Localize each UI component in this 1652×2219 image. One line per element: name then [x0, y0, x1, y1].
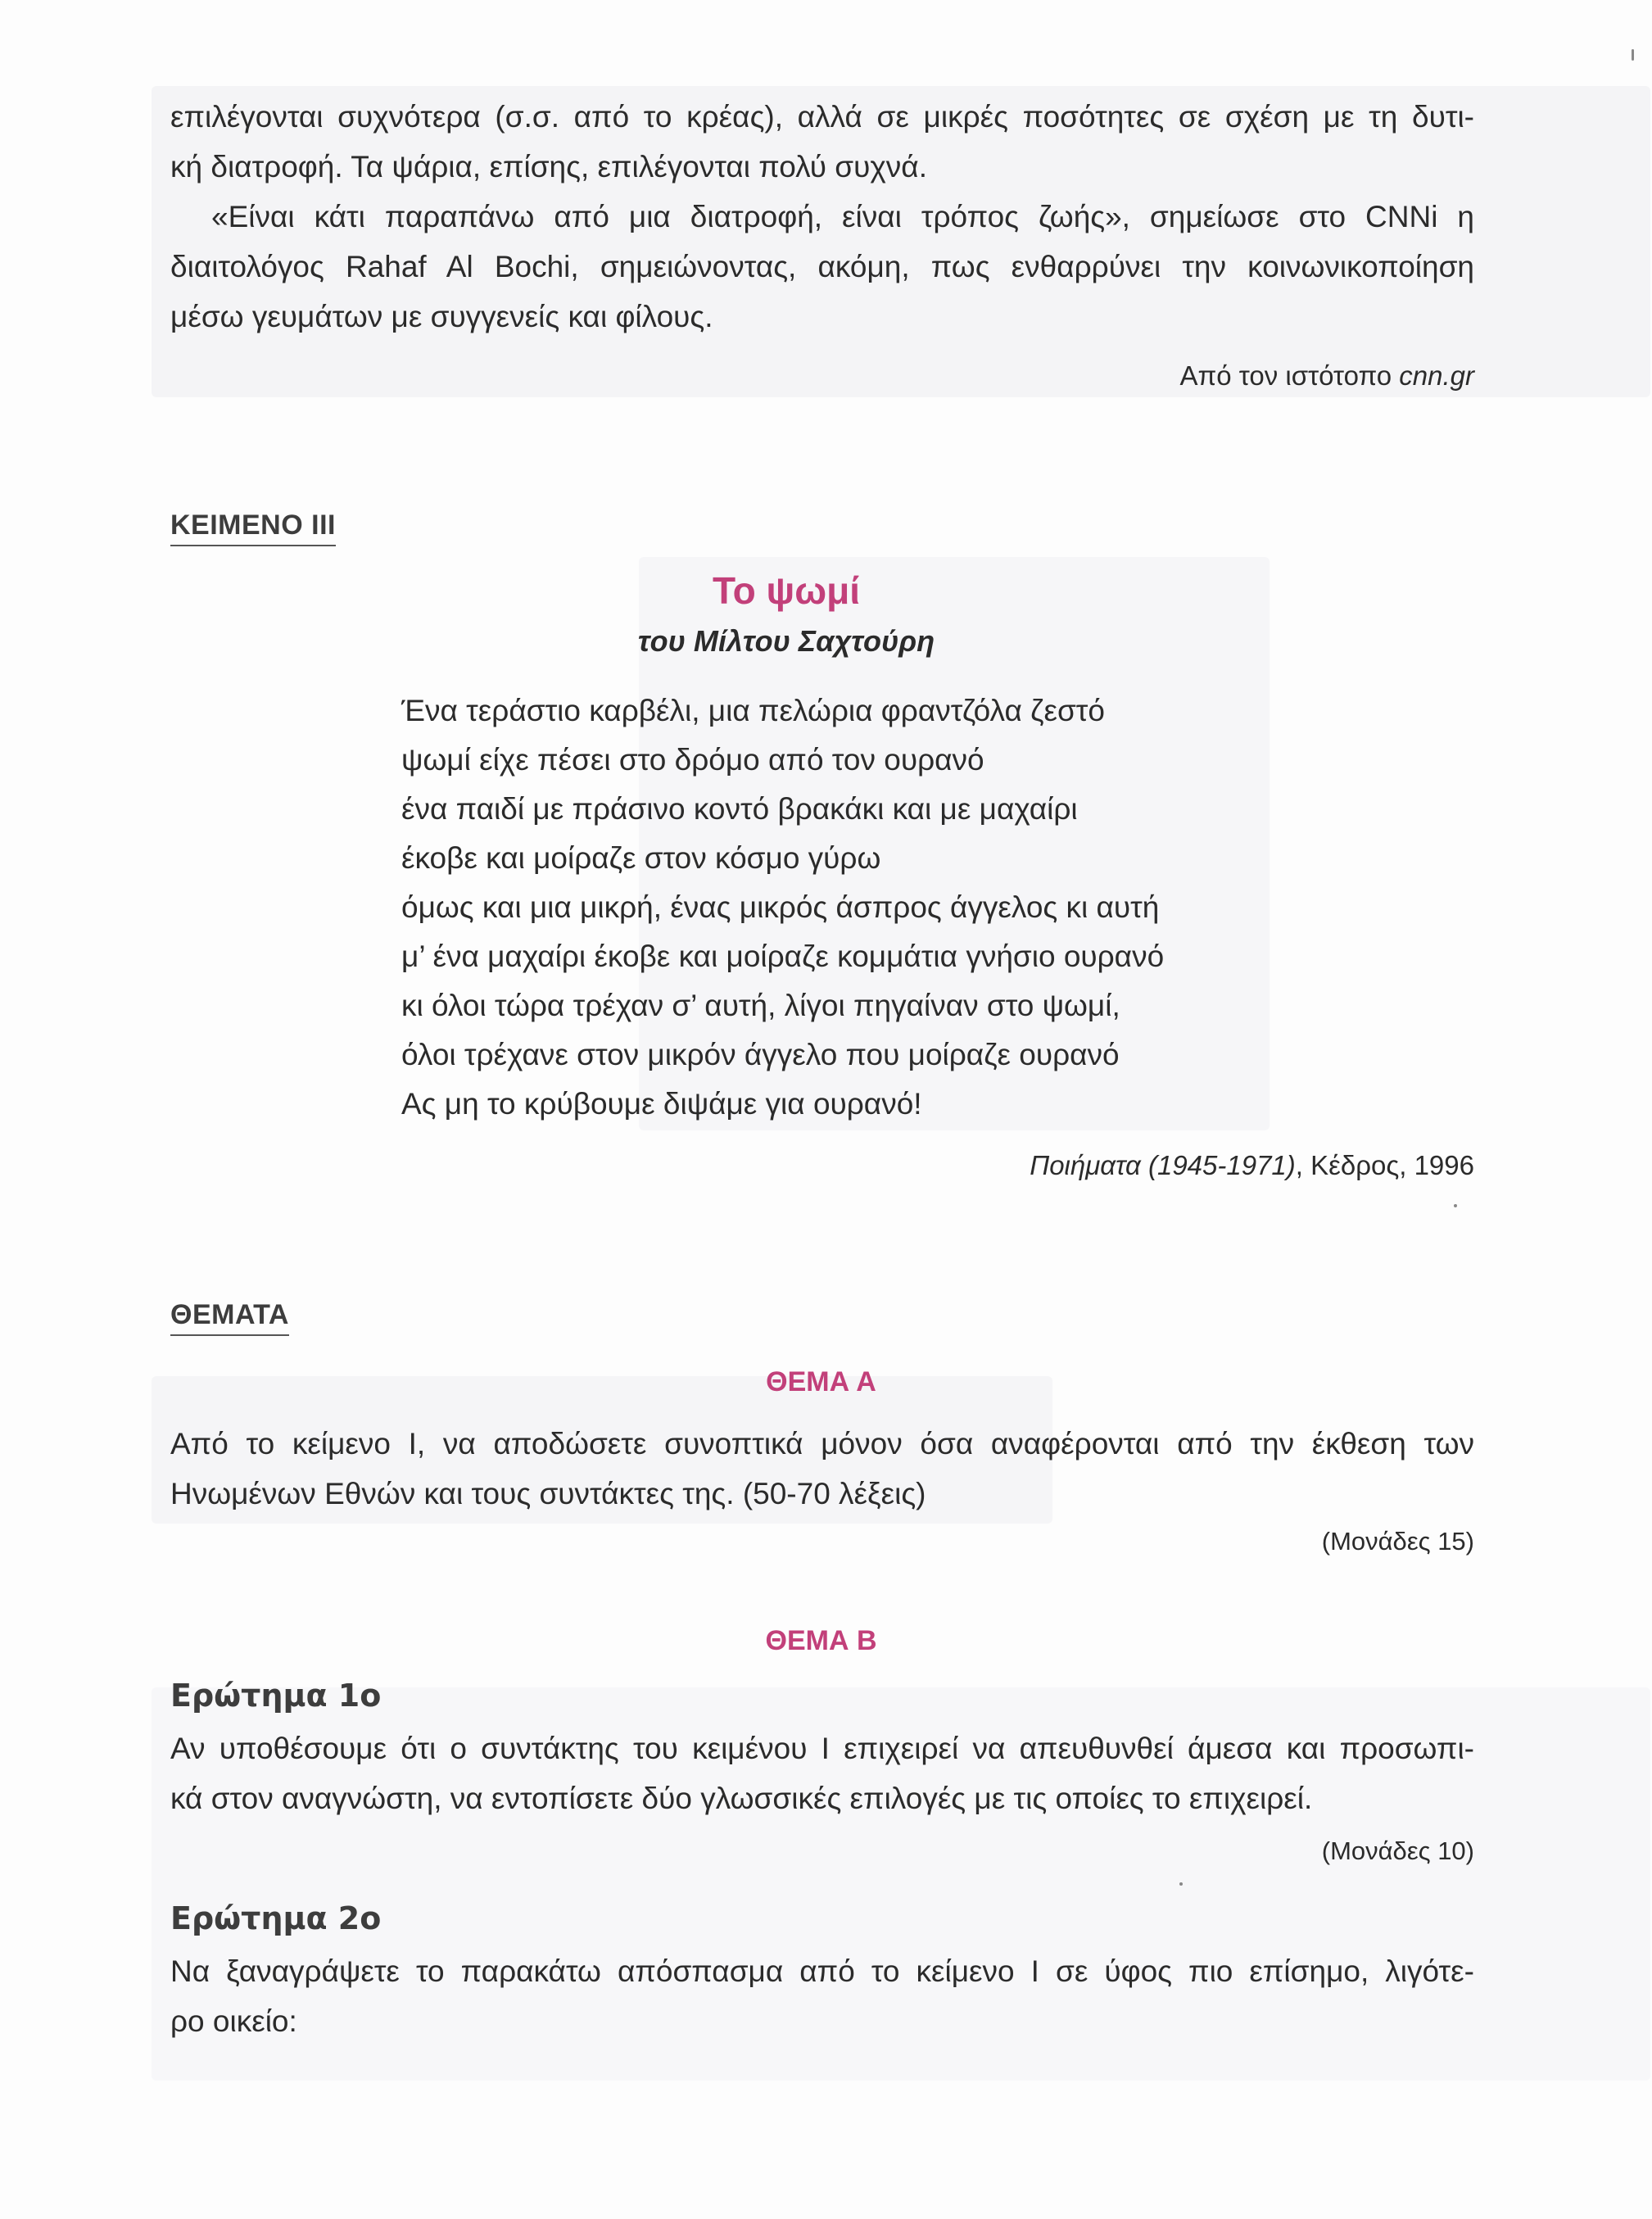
- poem-body: [401, 686, 1164, 1129]
- question-2-text: [170, 1946, 1474, 2046]
- question-1-heading: Ερώτημα 1ο: [170, 1678, 382, 1714]
- text-line: Από το κείμενο Ι, να αποδώσετε συνοπτικά μόνον όσα αναφέρονται από την έκθεση των: [170, 1427, 1474, 1460]
- scan-speck: [1632, 49, 1634, 61]
- source-citation: [1179, 360, 1474, 392]
- text-line: Να ξαναγράψετε το παρακάτω απόσπασμα από το κείμενο Ι σε ύφος πιο επίσημο, λιγότε-: [170, 1954, 1474, 1988]
- theme-b-heading: ΘΕΜΑ Β: [765, 1625, 877, 1656]
- poem-line: όλοι τρέχανε στον μικρόν άγγελο που μοίραζε ουρανό: [401, 1038, 1120, 1071]
- poem-source: [1030, 1150, 1474, 1181]
- section-heading-themes: ΘΕΜΑΤΑ: [170, 1299, 289, 1336]
- poem-line: Ένα τεράστιο καρβέλι, μια πελώρια φραντζόλα ζεστό: [401, 694, 1105, 727]
- poem-author: του Μίλτου Σαχτούρη: [637, 624, 935, 658]
- poem-line: ένα παιδί με πράσινο κοντό βρακάκι και με μαχαίρι: [401, 792, 1078, 826]
- poem-line: Ας μη το κρύβουμε διψάμε για ουρανό!: [401, 1087, 922, 1121]
- question-1-marks: (Μονάδες 10): [1321, 1836, 1474, 1865]
- text-line: Αν υποθέσουμε ότι ο συντάκτης του κειμένου Ι επιχειρεί να απευθυνθεί άμεσα και προσωπι-: [170, 1732, 1474, 1765]
- text-line: κά στον αναγνώστη, να εντοπίσετε δύο γλωσσικές επιλογές με τις οποίες το επιχειρεί.: [170, 1782, 1313, 1815]
- question-1-text: [170, 1723, 1474, 1823]
- top-paragraph: [170, 92, 1474, 192]
- source-site: cnn.gr: [1399, 360, 1474, 391]
- poem-source-book: Ποιήματα (1945-1971): [1030, 1150, 1296, 1180]
- section-heading-text3: ΚΕΙΜΕΝΟ ΙΙΙ: [170, 509, 336, 546]
- scan-speck: [1454, 1204, 1457, 1207]
- text-line: κή διατροφή. Τα ψάρια, επίσης, επιλέγονται πολύ συχνά.: [170, 150, 927, 183]
- text-line: «Είναι κάτι παραπάνω από μια διατροφή, είναι τρόπος ζωής», σημείωσε στο CNNi η: [211, 200, 1474, 233]
- text-line: επιλέγονται συχνότερα (σ.σ. από το κρέας), αλλά σε μικρές ποσότητες σε σχέση με τη δυτι-: [170, 100, 1474, 134]
- question-2-heading: Ερώτημα 2ο: [170, 1900, 382, 1936]
- poem-line: μ’ ένα μαχαίρι έκοβε και μοίραζε κομμάτια γνήσιο ουρανό: [401, 940, 1165, 973]
- theme-a-heading: ΘΕΜΑ Α: [766, 1366, 876, 1397]
- text-line: Ηνωμένων Εθνών και τους συντάκτες της. (50-70 λέξεις): [170, 1477, 926, 1510]
- scan-speck: [1179, 1882, 1183, 1886]
- text-line: διαιτολόγος Rahaf Al Bochi, σημειώνοντας, ακόμη, πως ενθαρρύνει την κοινωνικοποίηση: [170, 250, 1474, 283]
- poem-title: Το ψωμί: [712, 569, 860, 612]
- text-line: ρο οικείο:: [170, 2004, 297, 2038]
- poem-line: ψωμί είχε πέσει στο δρόμο από τον ουρανό: [401, 743, 984, 777]
- text-line: μέσω γευμάτων με συγγενείς και φίλους.: [170, 300, 713, 333]
- poem-line: έκοβε και μοίραζε στον κόσμο γύρω: [401, 841, 881, 875]
- theme-a-question: [170, 1419, 1474, 1519]
- poem-line: κι όλοι τώρα τρέχαν σ’ αυτή, λίγοι πηγαίναν στο ψωμί,: [401, 989, 1120, 1022]
- poem-source-publisher: , Κέδρος, 1996: [1295, 1150, 1474, 1180]
- theme-a-marks: (Μονάδες 15): [1321, 1527, 1474, 1556]
- poem-line: όμως και μια μικρή, ένας μικρός άσπρος άγγελος κι αυτή: [401, 890, 1160, 924]
- source-prefix: Από τον ιστότοπο: [1179, 360, 1400, 391]
- quote-paragraph: [170, 192, 1474, 342]
